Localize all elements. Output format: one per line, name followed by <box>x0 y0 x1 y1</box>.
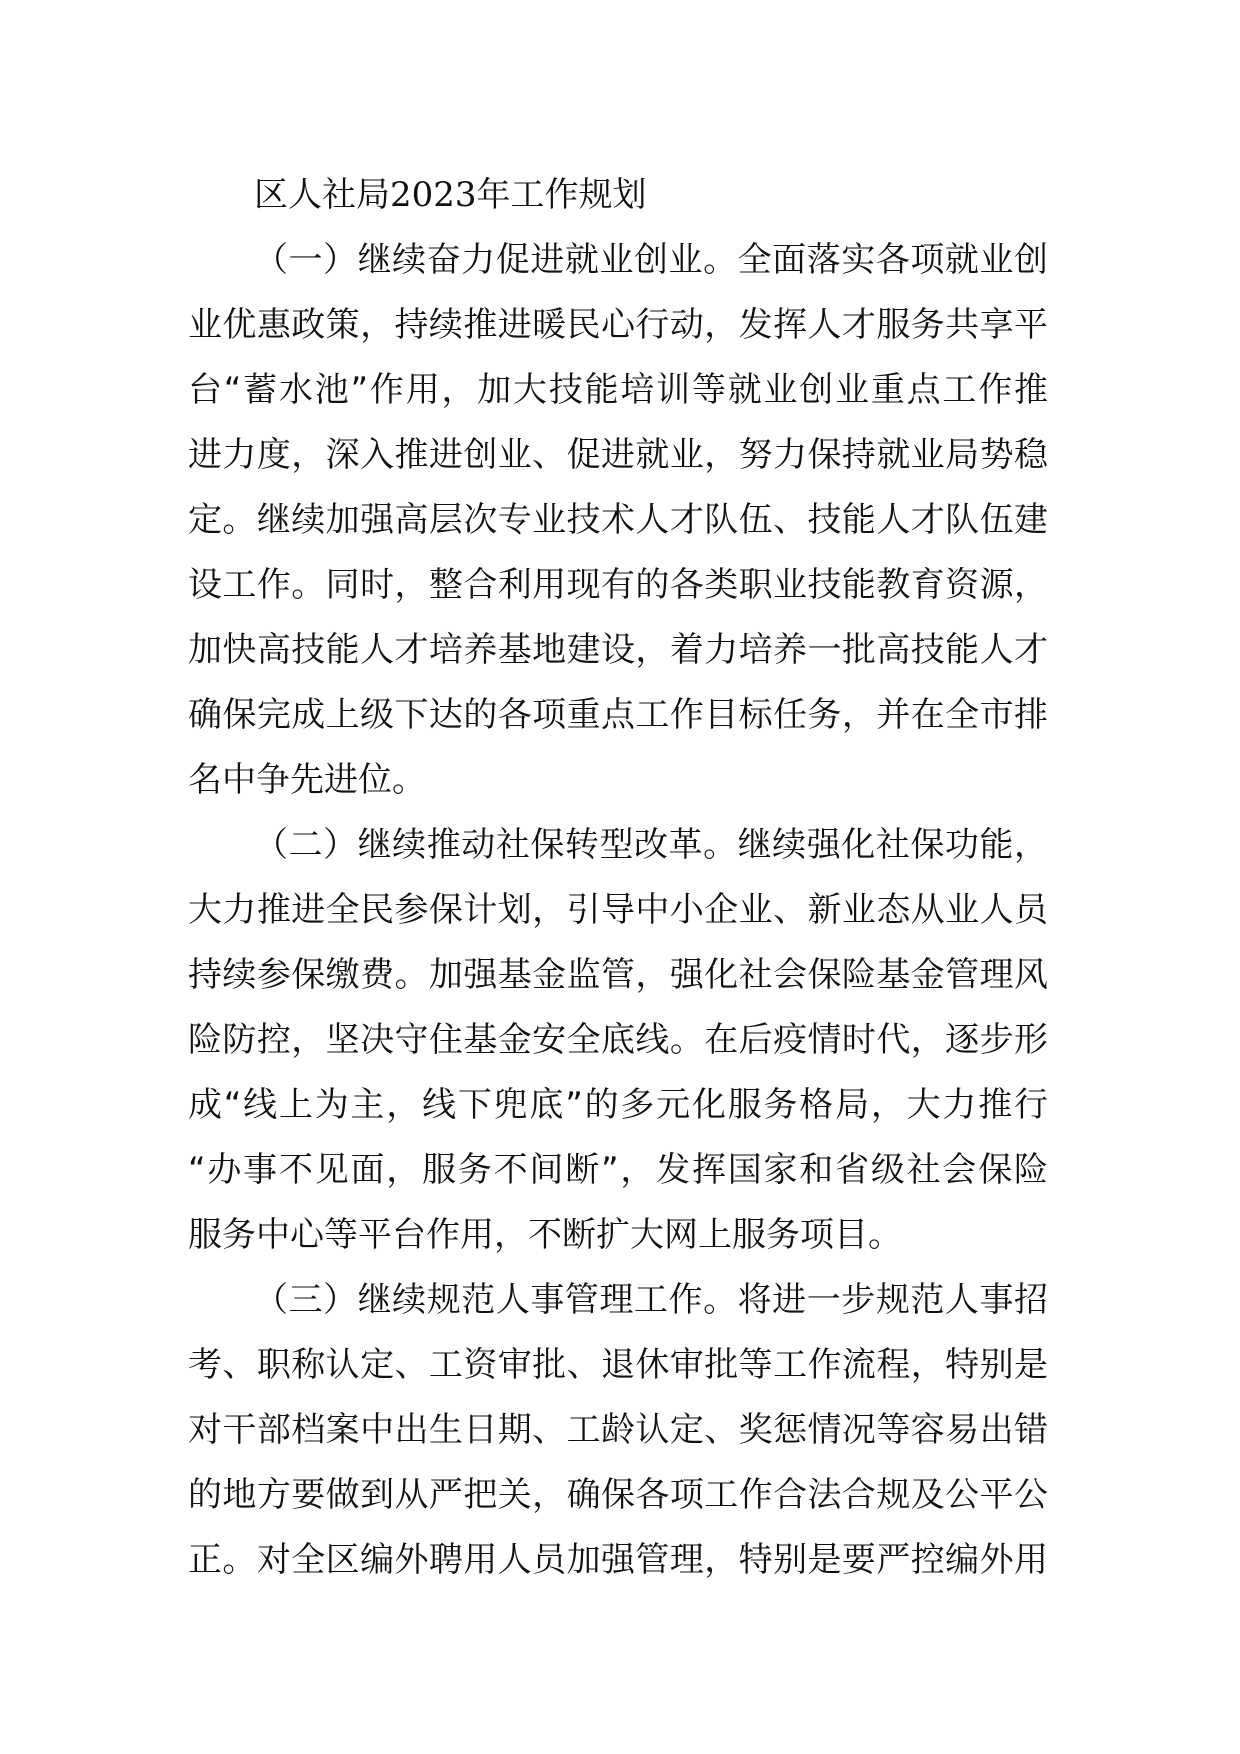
document-title: 区人社局2023年工作规划 <box>254 175 647 215</box>
section-3-line-2: 考、职称认定、工资审批、退休审批等工作流程，特别是 <box>188 1345 1048 1385</box>
section-2-line-4: 险防控，坚决守住基金安全底线。在后疫情时代，逐步形 <box>188 1020 1048 1060</box>
section-2-line-3: 持续参保缴费。加强基金监管，强化社会保险基金管理风 <box>188 955 1048 995</box>
section-2-line-5: 成“线上为主，线下兜底”的多元化服务格局，大力推行 <box>188 1085 1048 1125</box>
section-3-line-4: 的地方要做到从严把关，确保各项工作合法合规及公平公 <box>188 1475 1048 1515</box>
section-1-line-8: 确保完成上级下达的各项重点工作目标任务，并在全市排 <box>188 695 1048 735</box>
section-1-line-4: 进力度，深入推进创业、促进就业，努力保持就业局势稳 <box>188 435 1048 475</box>
section-1-line-3: 台“蓄水池”作用，加大技能培训等就业创业重点工作推 <box>188 370 1048 410</box>
section-1-line-9: 名中争先进位。 <box>188 760 426 800</box>
section-1-line-2: 业优惠政策，持续推进暖民心行动，发挥人才服务共享平 <box>188 305 1048 345</box>
section-3-line-3: 对干部档案中出生日期、工龄认定、奖惩情况等容易出错 <box>188 1410 1048 1450</box>
section-3-line-1: （三）继续规范人事管理工作。将进一步规范人事招 <box>254 1280 1048 1320</box>
section-1-line-7: 加快高技能人才培养基地建设，着力培养一批高技能人才 <box>188 630 1048 670</box>
section-2-line-6: “办事不见面，服务不间断”，发挥国家和省级社会保险 <box>188 1150 1048 1190</box>
section-2-line-1: （二）继续推动社保转型改革。继续强化社保功能， <box>254 825 1048 865</box>
section-1-line-1: （一）继续奋力促进就业创业。全面落实各项就业创 <box>254 240 1048 280</box>
section-1-line-5: 定。继续加强高层次专业技术人才队伍、技能人才队伍建 <box>188 500 1048 540</box>
section-2-line-2: 大力推进全民参保计划，引导中小企业、新业态从业人员 <box>188 890 1048 930</box>
section-1-line-6: 设工作。同时，整合利用现有的各类职业技能教育资源， <box>188 565 1048 605</box>
section-2-line-7: 服务中心等平台作用，不断扩大网上服务项目。 <box>188 1215 902 1255</box>
section-3-line-5: 正。对全区编外聘用人员加强管理，特别是要严控编外用 <box>188 1540 1048 1580</box>
